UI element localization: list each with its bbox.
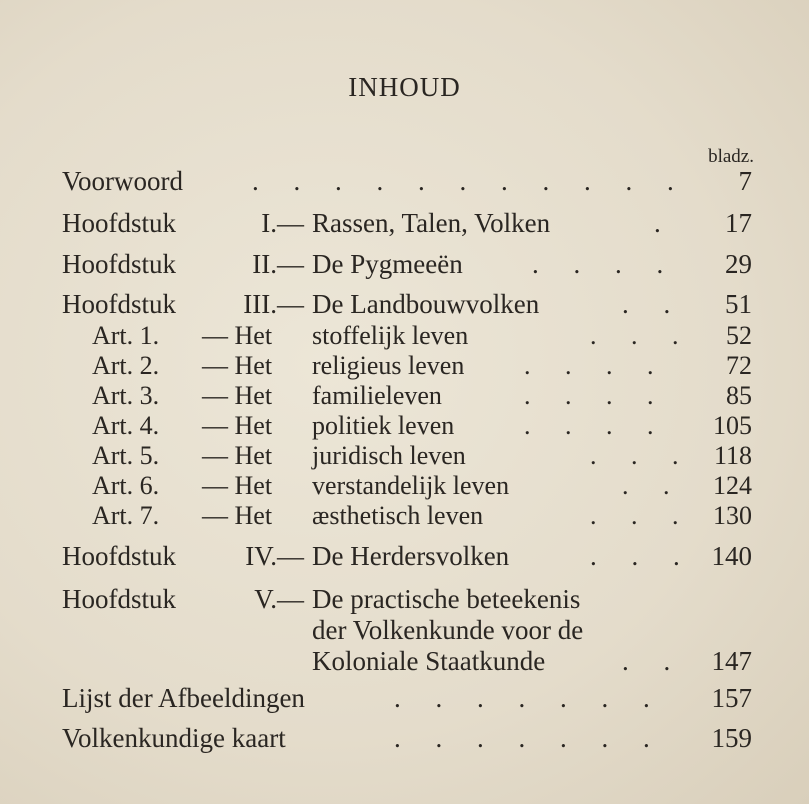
article-title: religieus leven xyxy=(312,351,465,380)
leader-dots: . . . . xyxy=(524,411,668,440)
leader-dots: . . . xyxy=(590,321,693,350)
article-label: Art. 7. xyxy=(92,501,160,530)
page-column-header: bladz. xyxy=(708,146,754,167)
chapter-title: Rassen, Talen, Volken xyxy=(312,208,551,238)
page-number: 51 xyxy=(725,289,752,319)
entry-label: Hoofdstuk xyxy=(62,541,176,571)
toc-entry-article-7 xyxy=(62,501,752,531)
article-het: — Het xyxy=(202,501,273,530)
page-number: 72 xyxy=(726,351,752,380)
leader-dots: . . . . xyxy=(524,351,668,380)
page-number: 130 xyxy=(713,501,752,530)
page-number: 159 xyxy=(711,723,752,753)
article-label: Art. 5. xyxy=(92,441,160,470)
page-number: 147 xyxy=(711,646,752,676)
page-number: 85 xyxy=(726,381,752,410)
article-het: — Het xyxy=(202,471,273,500)
toc-entry-article-3 xyxy=(62,381,752,411)
chapter-number: II.— xyxy=(252,249,304,279)
leader-dots: . . . . xyxy=(524,381,668,410)
toc-entry-article-6 xyxy=(62,471,752,501)
leader-dots: . . . xyxy=(590,541,694,571)
toc-entry-article-5 xyxy=(62,441,752,471)
toc-entry-chapter-5 xyxy=(62,584,752,680)
chapter-title-line-3: Koloniale Staatkunde xyxy=(312,646,546,676)
leader-dots: . xyxy=(654,208,675,238)
entry-label: Hoofdstuk xyxy=(62,289,176,319)
toc-entry-article-1 xyxy=(62,321,752,351)
article-label: Art. 4. xyxy=(92,411,160,440)
entry-label: Voorwoord xyxy=(62,166,183,196)
article-het: — Het xyxy=(202,381,273,410)
leader-dots: . . . . xyxy=(532,249,678,279)
article-label: Art. 1. xyxy=(92,321,160,350)
page-number: 124 xyxy=(713,471,752,500)
article-title: stoffelijk leven xyxy=(312,321,469,350)
chapter-number: V.— xyxy=(254,584,304,614)
article-het: — Het xyxy=(202,441,273,470)
page-number: 7 xyxy=(738,166,752,196)
entry-label: Hoofdstuk xyxy=(62,249,176,279)
page-number: 52 xyxy=(726,321,752,350)
entry-label: Lijst der Afbeeldingen xyxy=(62,683,305,713)
chapter-title: De Pygmeeën xyxy=(312,249,463,279)
toc-entry-article-2 xyxy=(62,351,752,381)
chapter-title-line-1: De practische beteekenis xyxy=(312,584,581,614)
page-number: 17 xyxy=(725,208,752,238)
page-number: 157 xyxy=(711,683,752,713)
article-het: — Het xyxy=(202,321,273,350)
article-label: Art. 2. xyxy=(92,351,160,380)
toc-entry-list-of-figures xyxy=(62,683,752,715)
article-title: juridisch leven xyxy=(312,441,466,470)
entry-label: Hoofdstuk xyxy=(62,208,176,238)
article-het: — Het xyxy=(202,351,273,380)
chapter-number: I.— xyxy=(261,208,304,238)
page-number: 118 xyxy=(713,441,752,470)
leader-dots: . . xyxy=(622,471,684,500)
article-label: Art. 3. xyxy=(92,381,160,410)
chapter-title: De Landbouwvolken xyxy=(312,289,540,319)
toc-entry-ethnographic-map xyxy=(62,723,752,755)
leader-dots: . . . . . . . . . . . xyxy=(252,166,688,196)
entry-label: Volkenkundige kaart xyxy=(62,723,286,753)
article-title: verstandelijk leven xyxy=(312,471,510,500)
chapter-number: IV.— xyxy=(245,541,304,571)
article-title: politiek leven xyxy=(312,411,455,440)
chapter-title-line-2: der Volkenkunde voor de xyxy=(312,615,584,645)
leader-dots: . . . . . . . xyxy=(394,723,664,753)
page-number: 105 xyxy=(713,411,752,440)
leader-dots: . . xyxy=(622,646,685,676)
page-title: INHOUD xyxy=(348,72,461,102)
leader-dots: . . . xyxy=(590,441,693,470)
page-number: 29 xyxy=(725,249,752,279)
toc-entry-chapter-2 xyxy=(62,249,752,281)
toc-entry-chapter-3 xyxy=(62,289,752,321)
entry-label: Hoofdstuk xyxy=(62,584,176,614)
article-label: Art. 6. xyxy=(92,471,160,500)
toc-entry-chapter-1 xyxy=(62,208,752,240)
leader-dots: . . . xyxy=(590,501,693,530)
leader-dots: . . . . . . . xyxy=(394,683,664,713)
article-title: æsthetisch leven xyxy=(312,501,484,530)
article-het: — Het xyxy=(202,411,273,440)
chapter-title: De Herdersvolken xyxy=(312,541,510,571)
page-number: 140 xyxy=(711,541,752,571)
toc-entry-voorwoord xyxy=(62,166,752,198)
leader-dots: . . xyxy=(622,289,685,319)
toc-entry-article-4 xyxy=(62,411,752,441)
toc-entry-chapter-4 xyxy=(62,541,752,573)
article-title: familieleven xyxy=(312,381,442,410)
chapter-number: III.— xyxy=(243,289,304,319)
